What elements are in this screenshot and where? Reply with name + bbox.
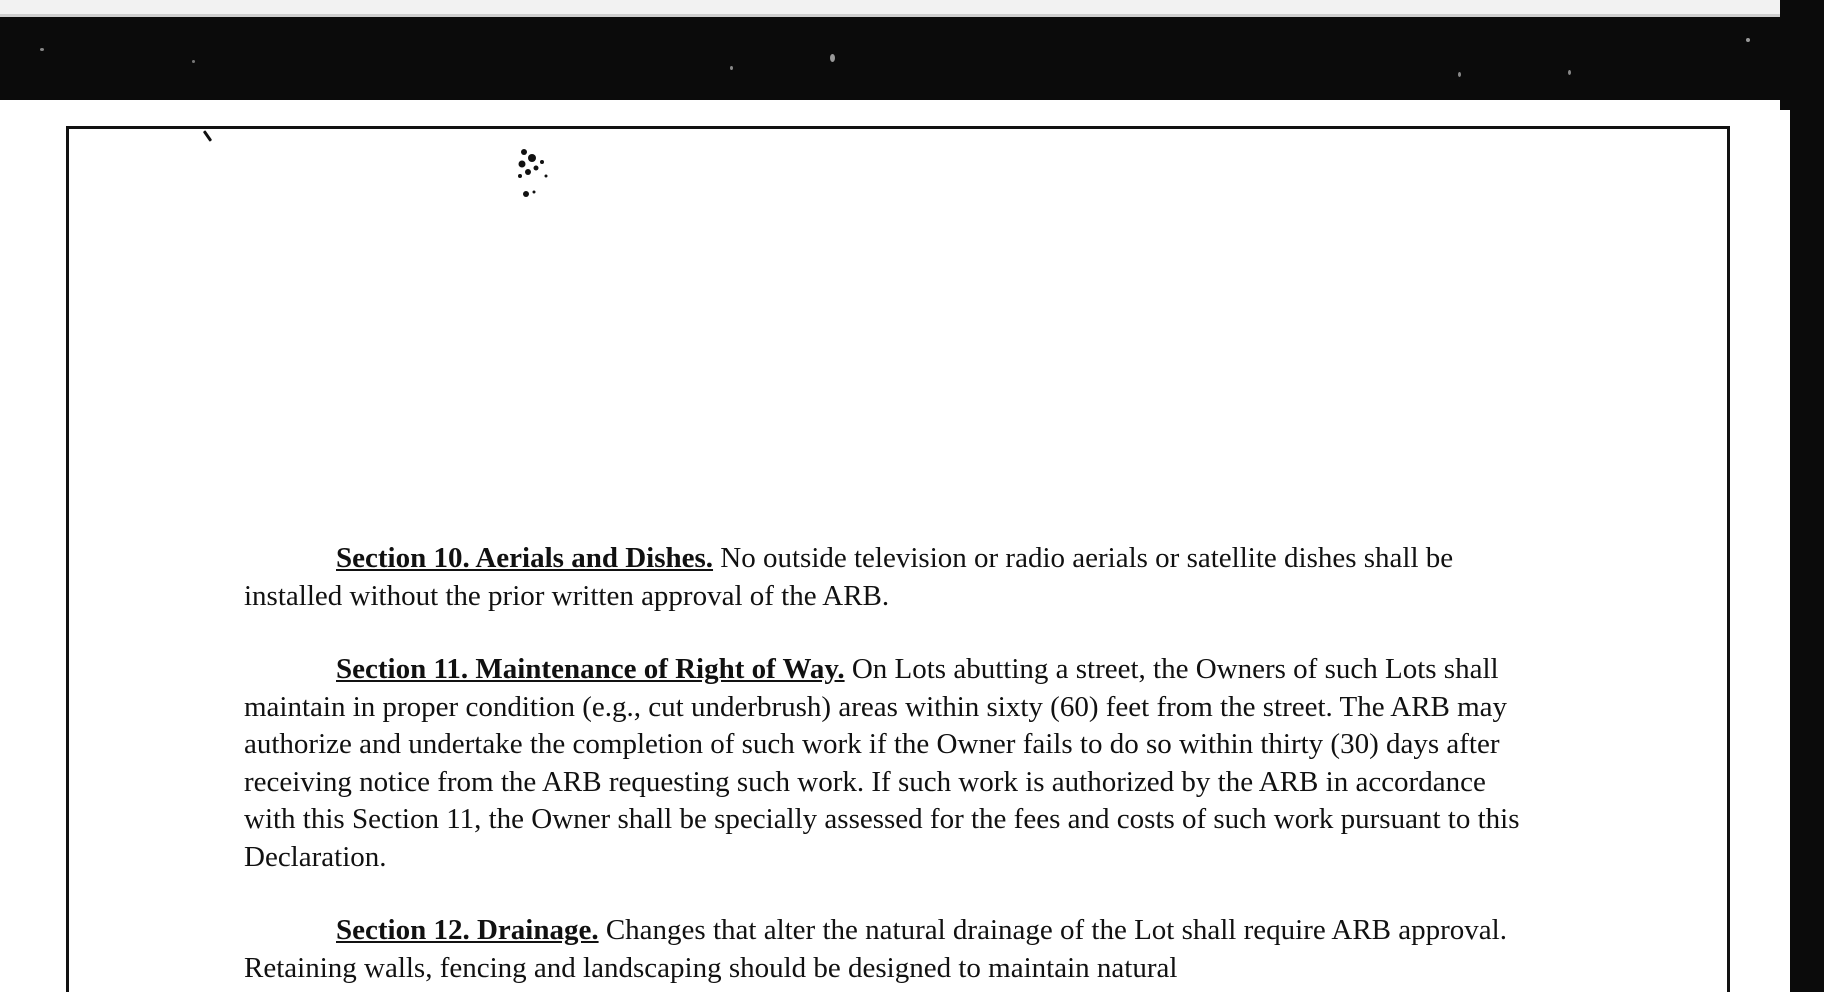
section-12-heading: Section 12. Drainage. [336, 914, 599, 946]
section-10-heading: Section 10. Aerials and Dishes. [336, 542, 714, 574]
page-right-edge [1780, 110, 1790, 992]
scan-speck [192, 60, 195, 63]
scan-speck [1746, 38, 1750, 42]
document-body [244, 540, 1534, 992]
scan-speck [1458, 72, 1461, 77]
scan-speck [730, 66, 733, 70]
section-11-paragraph [244, 651, 1534, 876]
scan-speck [40, 48, 44, 51]
scan-top-edge [0, 0, 1824, 14]
scan-top-edge-line [0, 14, 1824, 17]
section-10-body: No outside television or radio aerials or satellite dishes shall be installed without the prior written approval of the ARB. [244, 542, 1454, 612]
section-11-heading: Section 11. Maintenance of Right of Way. [336, 653, 845, 685]
section-12-paragraph [244, 912, 1534, 987]
section-10-paragraph [244, 540, 1534, 615]
section-11-body: On Lots abutting a street, the Owners of such Lots shall maintain in proper condition (e.g., cut underbrush) areas within sixty (60) feet from the street. The ARB may authorize and undertake the completion of such work if the Owner fails to do so within thirty (30) days after receiving notice from the ARB requesting such work. If such work is authorized by the ARB in accordance with this Section 11, the Owner shall be specially assessed for the fees and costs of such work pursuant to this Declaration. [244, 653, 1520, 873]
scan-speck [830, 54, 835, 62]
scan-speck [1568, 70, 1571, 75]
ink-smudge [506, 142, 566, 206]
section-12-body: Changes that alter the natural drainage of the Lot shall require ARB approval. Retaining walls, fencing and landscaping should be designed to maintain natural [244, 914, 1507, 984]
